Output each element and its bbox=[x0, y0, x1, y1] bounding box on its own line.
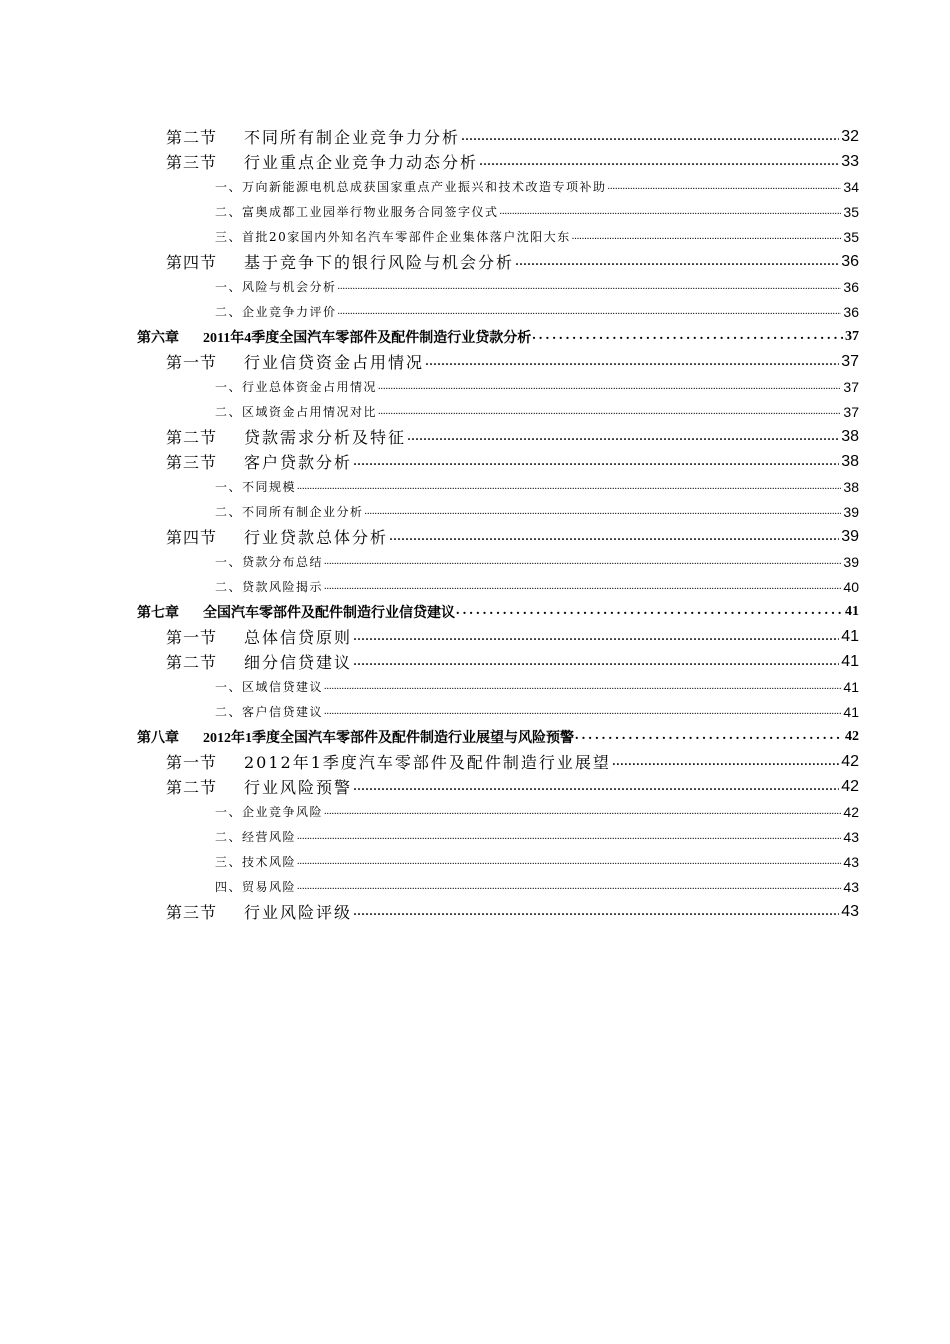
toc-entry-title: 一、贷款分布总结 bbox=[215, 555, 324, 569]
toc-section-entry[interactable] bbox=[0, 349, 950, 374]
toc-subsection-entry[interactable] bbox=[0, 799, 950, 824]
toc-entry-title: 二、经营风险 bbox=[215, 830, 297, 844]
toc-entry-label bbox=[215, 878, 296, 895]
toc-subsection-entry[interactable] bbox=[0, 374, 950, 399]
toc-page-number: 38 bbox=[843, 478, 859, 495]
toc-entry-number: 第三节 bbox=[166, 453, 218, 472]
dot-leader bbox=[353, 624, 839, 649]
dot-leader bbox=[297, 474, 841, 499]
toc-page-number: 39 bbox=[843, 503, 859, 520]
dot-leader bbox=[532, 324, 843, 349]
toc-entry-label bbox=[215, 678, 323, 695]
toc-entry-number: 第二节 bbox=[166, 428, 218, 447]
dot-leader bbox=[378, 374, 841, 399]
toc-subsection-entry[interactable] bbox=[0, 824, 950, 849]
dot-leader bbox=[353, 649, 839, 674]
toc-entry-label bbox=[166, 900, 352, 923]
dot-leader bbox=[479, 149, 839, 174]
toc-entry-label bbox=[166, 625, 352, 648]
toc-page-number: 38 bbox=[841, 452, 859, 470]
toc-section-entry[interactable] bbox=[0, 749, 950, 774]
toc-subsection-entry[interactable] bbox=[0, 224, 950, 249]
dot-leader bbox=[353, 774, 839, 799]
toc-entry-label bbox=[137, 327, 531, 347]
toc-section-entry[interactable] bbox=[0, 449, 950, 474]
toc-entry-number: 第六章 bbox=[137, 330, 179, 346]
toc-entry-title: 二、客户信贷建议 bbox=[215, 705, 324, 719]
toc-page-number: 36 bbox=[841, 252, 859, 270]
toc-entry-label bbox=[166, 525, 388, 548]
toc-entry-label bbox=[137, 602, 455, 622]
toc-subsection-entry[interactable] bbox=[0, 874, 950, 899]
toc-entry-title: 行业风险预警 bbox=[244, 778, 353, 797]
dot-leader bbox=[572, 224, 842, 249]
toc-entry-title: 二、富奥成都工业园举行物业服务合同签字仪式 bbox=[215, 205, 499, 219]
toc-page-number: 37 bbox=[845, 328, 859, 344]
dot-leader bbox=[338, 274, 842, 299]
toc-entry-number: 第三节 bbox=[166, 903, 218, 922]
toc-page-number: 41 bbox=[845, 603, 859, 619]
dot-leader bbox=[338, 299, 842, 324]
toc-subsection-entry[interactable] bbox=[0, 699, 950, 724]
toc-entry-label bbox=[166, 750, 611, 773]
toc-entry-title: 二、贷款风险揭示 bbox=[215, 580, 324, 594]
toc-entry-title: 2012年1季度汽车零部件及配件制造行业展望 bbox=[244, 753, 611, 772]
toc-entry-label bbox=[215, 553, 323, 570]
toc-entry-label bbox=[166, 425, 406, 448]
toc-page-number: 36 bbox=[843, 303, 859, 320]
toc-chapter-entry[interactable] bbox=[0, 599, 950, 624]
toc-entry-title: 2011年4季度全国汽车零部件及配件制造行业贷款分析 bbox=[203, 330, 532, 346]
toc-page-number: 41 bbox=[843, 678, 859, 695]
toc-entry-number: 第三节 bbox=[166, 153, 218, 172]
toc-subsection-entry[interactable] bbox=[0, 199, 950, 224]
toc-page-number: 41 bbox=[841, 652, 859, 670]
toc-page-number: 43 bbox=[843, 878, 859, 895]
dot-leader bbox=[425, 349, 839, 374]
toc-page-number: 32 bbox=[841, 127, 859, 145]
toc-entry-title: 三、首批20家国内外知名汽车零部件企业集体落户沈阳大东 bbox=[215, 230, 571, 244]
toc-subsection-entry[interactable] bbox=[0, 274, 950, 299]
toc-page-number: 39 bbox=[841, 527, 859, 545]
dot-leader bbox=[297, 874, 841, 899]
toc-entry-number: 第七章 bbox=[137, 605, 179, 621]
toc-subsection-entry[interactable] bbox=[0, 674, 950, 699]
toc-page-number: 41 bbox=[841, 627, 859, 645]
dot-leader bbox=[365, 499, 842, 524]
toc-subsection-entry[interactable] bbox=[0, 474, 950, 499]
toc-entry-label bbox=[166, 250, 514, 273]
toc-section-entry[interactable] bbox=[0, 774, 950, 799]
toc-page-number: 42 bbox=[845, 728, 859, 744]
toc-entry-title: 全国汽车零部件及配件制造行业信贷建议 bbox=[203, 605, 455, 621]
toc-entry-title: 二、企业竞争力评价 bbox=[215, 305, 337, 319]
dot-leader bbox=[324, 549, 841, 574]
toc-entry-title: 行业贷款总体分析 bbox=[244, 528, 389, 547]
toc-entry-number: 第四节 bbox=[166, 253, 218, 272]
toc-subsection-entry[interactable] bbox=[0, 299, 950, 324]
toc-page-number: 42 bbox=[841, 777, 859, 795]
dot-leader bbox=[378, 399, 841, 424]
toc-entry-label bbox=[166, 125, 460, 148]
toc-entry-number: 第一节 bbox=[166, 753, 218, 772]
toc-entry-label bbox=[166, 150, 478, 173]
toc-entry-number: 第一节 bbox=[166, 628, 218, 647]
toc-page-number: 35 bbox=[843, 203, 859, 220]
toc-entry-label bbox=[215, 828, 296, 845]
dot-leader bbox=[461, 124, 839, 149]
toc-entry-label bbox=[215, 503, 364, 520]
toc-section-entry[interactable] bbox=[0, 149, 950, 174]
toc-entry-number: 第二节 bbox=[166, 778, 218, 797]
toc-entry-title: 行业信贷资金占用情况 bbox=[244, 353, 425, 372]
toc-entry-label bbox=[215, 803, 323, 820]
toc-section-entry[interactable] bbox=[0, 899, 950, 924]
toc-page-number: 37 bbox=[841, 352, 859, 370]
toc-entry-label bbox=[215, 703, 323, 720]
dot-leader bbox=[500, 199, 842, 224]
toc-subsection-entry[interactable] bbox=[0, 499, 950, 524]
dot-leader bbox=[456, 599, 843, 624]
toc-page-number: 41 bbox=[843, 703, 859, 720]
toc-page-number: 40 bbox=[843, 578, 859, 595]
toc-entry-label bbox=[137, 727, 574, 747]
dot-leader bbox=[324, 799, 841, 824]
dot-leader bbox=[407, 424, 839, 449]
toc-section-entry[interactable] bbox=[0, 424, 950, 449]
toc-entry-number: 第二节 bbox=[166, 653, 218, 672]
toc-entry-number: 第二节 bbox=[166, 128, 218, 147]
toc-page-number: 36 bbox=[843, 278, 859, 295]
toc-entry-title: 细分信贷建议 bbox=[244, 653, 353, 672]
toc-entry-title: 一、不同规模 bbox=[215, 480, 297, 494]
toc-section-entry[interactable] bbox=[0, 249, 950, 274]
toc-entry-title: 一、行业总体资金占用情况 bbox=[215, 380, 378, 394]
toc-entry-label bbox=[166, 450, 352, 473]
toc-entry-title: 不同所有制企业竞争力分析 bbox=[244, 128, 461, 147]
toc-entry-title: 客户贷款分析 bbox=[244, 453, 353, 472]
toc-section-entry[interactable] bbox=[0, 524, 950, 549]
dot-leader bbox=[297, 824, 841, 849]
dot-leader bbox=[389, 524, 839, 549]
toc-page-number: 37 bbox=[843, 403, 859, 420]
toc-entry-title: 一、区域信贷建议 bbox=[215, 680, 324, 694]
dot-leader bbox=[515, 249, 839, 274]
toc-entry-title: 一、企业竞争风险 bbox=[215, 805, 324, 819]
toc-entry-label bbox=[215, 303, 337, 320]
toc-entry-label bbox=[215, 578, 323, 595]
toc-entry-label bbox=[215, 403, 377, 420]
toc-entry-number: 第一节 bbox=[166, 353, 218, 372]
toc-page-number: 38 bbox=[841, 427, 859, 445]
toc-entry-title: 行业风险评级 bbox=[244, 903, 353, 922]
dot-leader bbox=[324, 699, 841, 724]
toc-subsection-entry[interactable] bbox=[0, 399, 950, 424]
toc-section-entry[interactable] bbox=[0, 124, 950, 149]
toc-entry-label bbox=[166, 350, 424, 373]
toc-entry-label bbox=[215, 853, 296, 870]
dot-leader bbox=[612, 749, 839, 774]
toc-entry-label bbox=[215, 203, 499, 220]
toc-subsection-entry[interactable] bbox=[0, 849, 950, 874]
dot-leader bbox=[324, 574, 841, 599]
toc-section-entry[interactable] bbox=[0, 649, 950, 674]
toc-page-number: 37 bbox=[843, 378, 859, 395]
toc-page-number: 39 bbox=[843, 553, 859, 570]
toc-entry-title: 三、技术风险 bbox=[215, 855, 297, 869]
toc-page-number: 43 bbox=[843, 853, 859, 870]
toc-entry-title: 二、区域资金占用情况对比 bbox=[215, 405, 378, 419]
dot-leader bbox=[297, 849, 841, 874]
toc-entry-title: 总体信贷原则 bbox=[244, 628, 353, 647]
toc-page-number: 35 bbox=[843, 228, 859, 245]
toc-subsection-entry[interactable] bbox=[0, 574, 950, 599]
toc-entry-label bbox=[215, 378, 377, 395]
toc-subsection-entry[interactable] bbox=[0, 549, 950, 574]
dot-leader bbox=[353, 899, 839, 924]
toc-entry-title: 一、万向新能源电机总成获国家重点产业振兴和技术改造专项补助 bbox=[215, 180, 607, 194]
toc-entry-title: 一、风险与机会分析 bbox=[215, 280, 337, 294]
dot-leader bbox=[324, 674, 841, 699]
toc-entry-label bbox=[215, 478, 296, 495]
dot-leader bbox=[575, 724, 843, 749]
toc-entry-number: 第四节 bbox=[166, 528, 218, 547]
dot-leader bbox=[353, 449, 839, 474]
toc-page-number: 43 bbox=[843, 828, 859, 845]
toc-page-number: 43 bbox=[841, 902, 859, 920]
toc-entry-title: 2012年1季度全国汽车零部件及配件制造行业展望与风险预警 bbox=[203, 730, 574, 746]
toc-entry-number: 第八章 bbox=[137, 730, 179, 746]
toc-entry-title: 贷款需求分析及特征 bbox=[244, 428, 407, 447]
toc-entry-title: 基于竞争下的银行风险与机会分析 bbox=[244, 253, 515, 272]
toc-entry-label bbox=[166, 650, 352, 673]
toc-page-number: 34 bbox=[843, 178, 859, 195]
toc-subsection-entry[interactable] bbox=[0, 174, 950, 199]
table-of-contents bbox=[0, 124, 950, 924]
toc-entry-label bbox=[166, 775, 352, 798]
toc-chapter-entry[interactable] bbox=[0, 324, 950, 349]
toc-entry-title: 四、贸易风险 bbox=[215, 880, 297, 894]
toc-page-number: 33 bbox=[841, 152, 859, 170]
toc-page-number: 42 bbox=[841, 752, 859, 770]
toc-page-number: 42 bbox=[843, 803, 859, 820]
toc-entry-label bbox=[215, 278, 337, 295]
toc-entry-label bbox=[215, 178, 607, 195]
toc-entry-label bbox=[215, 228, 571, 245]
toc-entry-title: 二、不同所有制企业分析 bbox=[215, 505, 364, 519]
toc-section-entry[interactable] bbox=[0, 624, 950, 649]
toc-chapter-entry[interactable] bbox=[0, 724, 950, 749]
toc-entry-title: 行业重点企业竞争力动态分析 bbox=[244, 153, 479, 172]
dot-leader bbox=[608, 174, 842, 199]
